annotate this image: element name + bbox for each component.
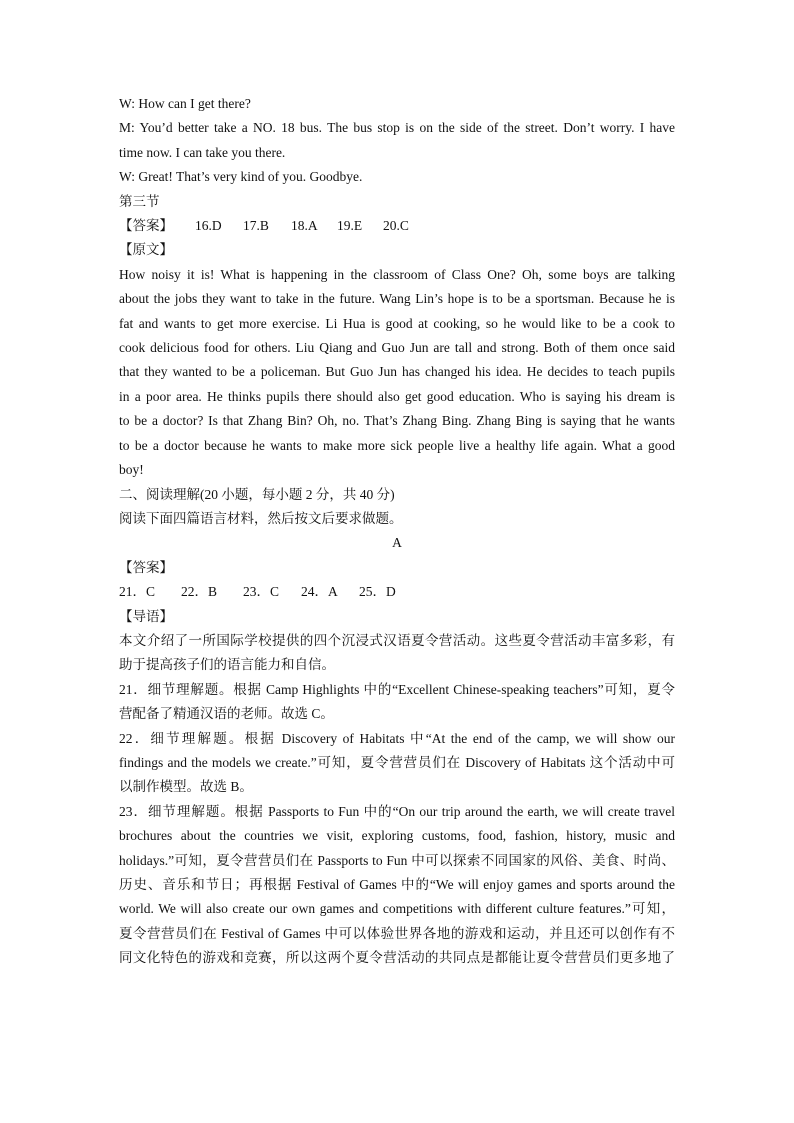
answer-row (119, 214, 675, 238)
explanation-line: 夏令营营员们在 Festival of Games 中可以体验世界各地的游戏和运动，并且还可以创作有不 (119, 925, 675, 941)
original-text-line: about the jobs they want to take in the future. Wang Lin’s hope is to be a sportsman. Because he is (119, 291, 675, 307)
original-label: 【原文】 (119, 242, 173, 258)
answer-label: 【答案】 (119, 559, 173, 575)
answer-item: 16.D (195, 218, 222, 234)
original-text-line: to be a doctor because he wants to make more sick people live a healthy life again. What a good (119, 437, 675, 453)
answer-item: 20.C (383, 218, 409, 234)
explanation-line: holidays.”可知，夏令营营员们在 Passports to Fun 中可以探索不同国家的风俗、美食、时尚、 (119, 852, 675, 868)
original-text-line: to be a doctor? Is that Zhang Bin? Oh, no. That’s Zhang Bing. Zhang Bing is saying that he wants (119, 413, 675, 429)
answer-item: 24．A (301, 584, 338, 600)
explanation-line: findings and the models we create.”可知，夏令营营员们在 Discovery of Habitats 这个活动中可 (119, 754, 675, 770)
answer-row (119, 580, 675, 604)
explanation-line: brochures about the countries we visit, exploring customs, food, fashion, history, music and (119, 828, 675, 844)
passage-letter: A (392, 535, 402, 551)
answer-item: 18.A (291, 218, 318, 234)
explanation-line: 助于提高孩子们的语言能力和自信。 (119, 657, 335, 673)
original-text-line: fat and wants to get more exercise. Li Hua is good at cooking, so he would like to be a cook to (119, 315, 675, 331)
dialogue-line: M: You’d better take a NO. 18 bus. The bus stop is on the side of the street. Don’t worry. I have (119, 120, 675, 136)
original-text-line: cook delicious food for others. Liu Qiang and Guo Jun are tall and strong. Both of them once said (119, 340, 675, 356)
original-text-line: How noisy it is! What is happening in the classroom of Class One? Oh, some boys are talking (119, 266, 675, 282)
explanation-line: 本文介绍了一所国际学校提供的四个沉浸式汉语夏令营活动。这些夏令营活动丰富多彩，有 (119, 632, 675, 648)
explanation-line: 同文化特色的游戏和竞赛，所以这两个夏令营活动的共同点是都能让夏令营营员们更多地了 (119, 950, 675, 966)
answer-item: 17.B (243, 218, 269, 234)
dialogue-line: W: Great! That’s very kind of you. Goodbye. (119, 169, 363, 185)
explanation-line: world. We will also create our own games and competitions with different culture features.”可知， (119, 901, 675, 917)
answer-label: 【答案】 (119, 218, 173, 234)
explanation-line: 21．细节理解题。根据 Camp Highlights 中的“Excellent Chinese-speaking teachers”可知，夏令 (119, 681, 675, 697)
answer-item: 19.E (337, 218, 363, 234)
answer-item: 25．D (359, 584, 396, 600)
document-page (119, 92, 675, 971)
dialogue-line: time now. I can take you there. (119, 144, 286, 160)
answer-item: 22．B (181, 584, 218, 600)
explanation-line: 营配备了精通汉语的老师。故选 C。 (119, 706, 334, 722)
explanation-line: 历史、音乐和节日；再根据 Festival of Games 中的“We will enjoy games and sports around the (119, 877, 675, 892)
guide-label: 【导语】 (119, 608, 173, 624)
original-text-line: boy! (119, 462, 144, 478)
explanation-line: 23．细节理解题。根据 Passports to Fun 中的“On our trip around the earth, we will create travel (119, 803, 675, 819)
reading-instruction: 阅读下面四篇语言材料，然后按文后要求做题。 (119, 510, 403, 526)
reading-heading: 二、阅读理解(20 小题，每小题 2 分，共 40 分) (119, 486, 395, 502)
explanation-line: 22．细节理解题。根据 Discovery of Habitats 中“At the end of the camp, we will show our (119, 730, 675, 746)
answer-item: 21．C (119, 584, 156, 600)
answer-item: 23．C (243, 584, 280, 600)
section-heading: 第三节 (119, 193, 160, 209)
original-text-line: that they wanted to be a policeman. But Guo Jun has changed his idea. He decides to teach pupils (119, 364, 675, 380)
dialogue-line: W: How can I get there? (119, 96, 251, 111)
explanation-line: 以制作模型。故选 B。 (119, 779, 253, 795)
original-text-line: in a poor area. He thinks pupils there should also get good education. Who is saying his dream is (119, 388, 675, 404)
